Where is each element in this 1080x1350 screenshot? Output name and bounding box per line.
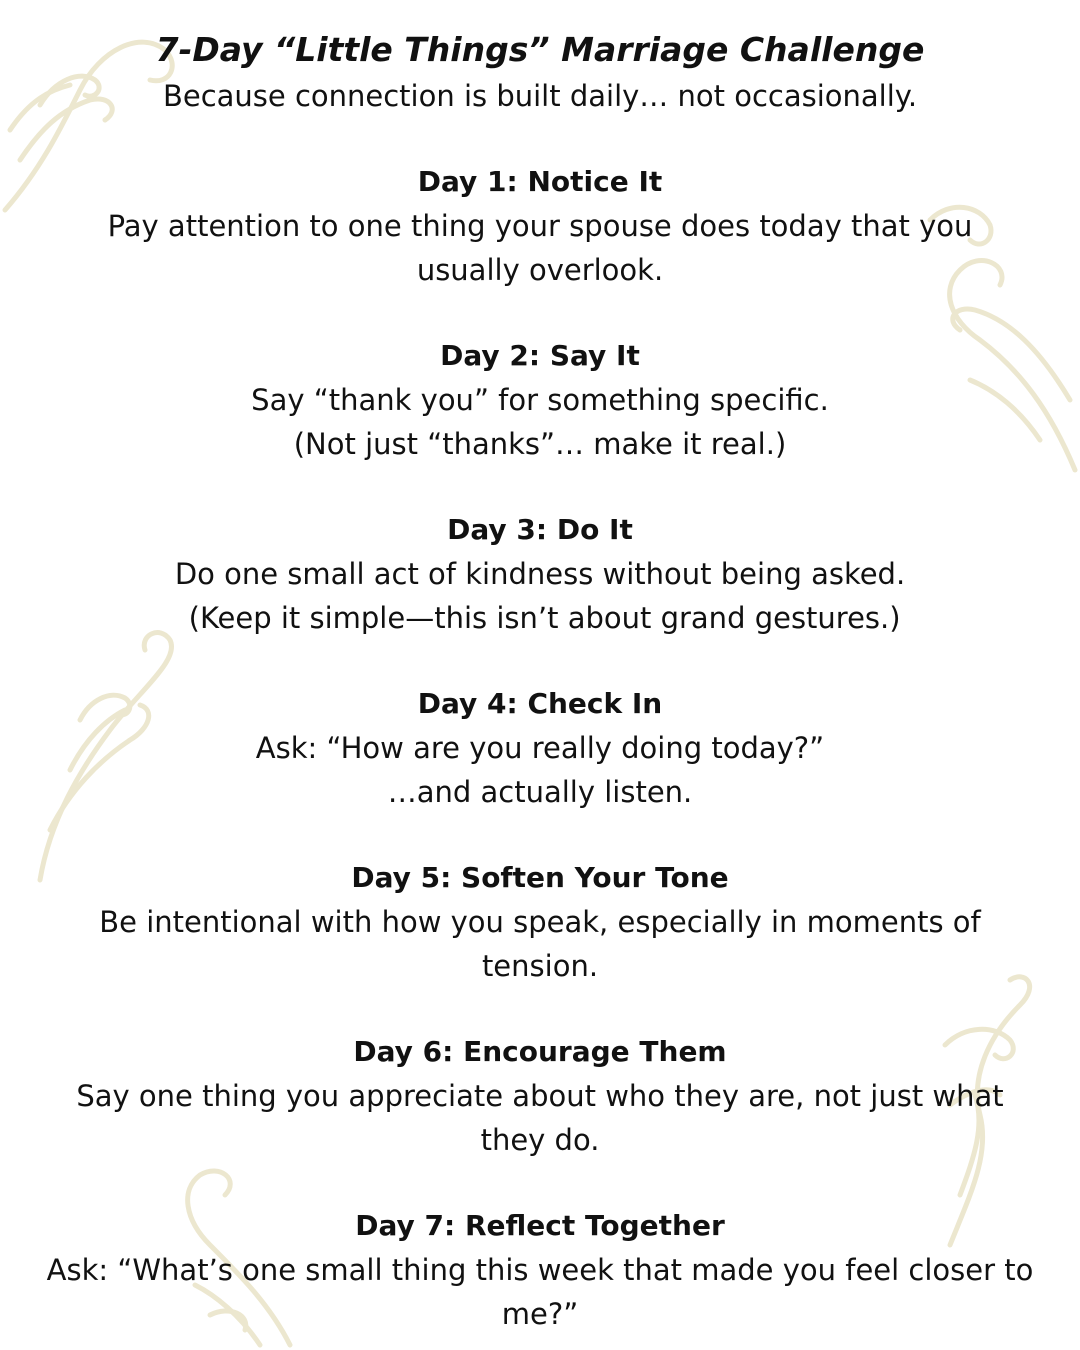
day-4-heading: Day 4: Check In (417, 687, 663, 720)
day-5-heading: Day 5: Soften Your Tone (351, 861, 729, 894)
day-3-text-line-2: (Keep it simple—this isn’t about grand gestures.) (179, 601, 901, 635)
day-6-section (30, 1030, 1050, 1162)
day-1-heading: Day 1: Notice It (417, 165, 663, 198)
page-title: 7-Day “Little Things” Marriage Challenge (155, 30, 925, 69)
day-7-heading: Day 7: Reflect Together (355, 1209, 725, 1242)
day-3-section (30, 508, 1050, 640)
day-4-section (30, 682, 1050, 814)
day-1-text-line-1: Pay attention to one thing your spouse does today that you (107, 209, 973, 243)
day-1-section (30, 160, 1050, 292)
day-2-text-line-1: Say “thank you” for something specific. (251, 383, 829, 417)
day-4-text-line-2: …and actually listen. (387, 775, 693, 809)
day-7-section (20, 1204, 1060, 1336)
day-2-heading: Day 2: Say It (440, 339, 640, 372)
day-3-text-line-1: Do one small act of kindness without being asked. (174, 557, 906, 591)
day-7-text-line-2: me?” (501, 1297, 579, 1331)
day-6-heading: Day 6: Encourage Them (353, 1035, 727, 1068)
day-3-heading: Day 3: Do It (447, 513, 633, 546)
day-5-text-line-2: tension. (481, 949, 599, 983)
day-6-text-line-1: Say one thing you appreciate about who they are, not just what (76, 1079, 1004, 1113)
day-2-text-line-2: (Not just “thanks”… make it real.) (293, 427, 787, 461)
day-5-text-line-1: Be intentional with how you speak, especially in moments of (99, 905, 981, 939)
day-6-text-line-2: they do. (480, 1123, 600, 1157)
day-7-text-line-1: Ask: “What’s one small thing this week that made you feel closer to (46, 1253, 1034, 1287)
page-subtitle: Because connection is built daily… not occasionally. (162, 79, 918, 113)
day-1-text-line-2: usually overlook. (416, 253, 664, 287)
day-5-section (30, 856, 1050, 988)
day-4-text-line-1: Ask: “How are you really doing today?” (255, 731, 825, 765)
day-2-section (30, 334, 1050, 466)
